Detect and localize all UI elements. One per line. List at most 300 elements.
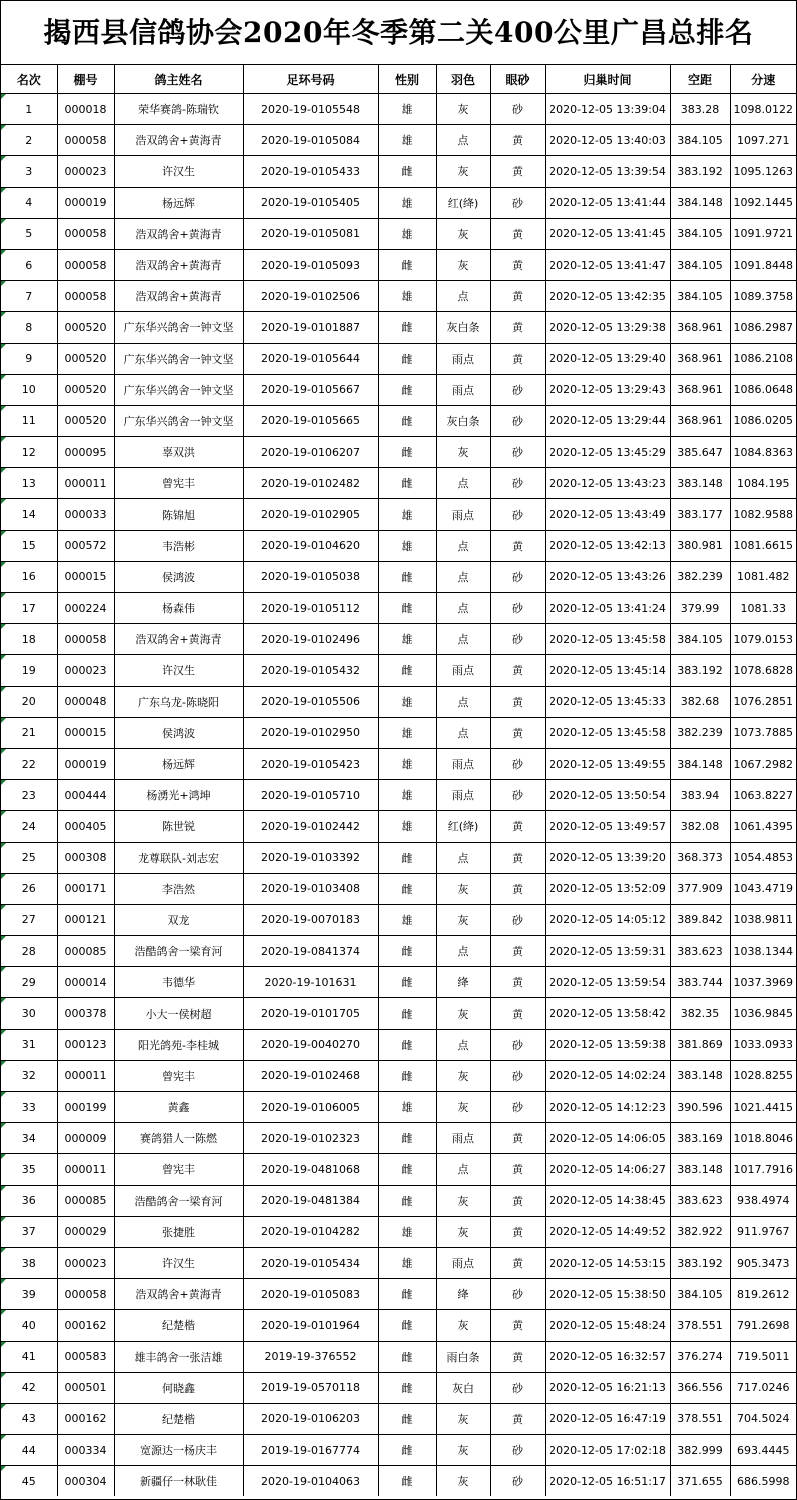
cell-speed: 1086.2987 [730,312,796,343]
cell-eye: 砂 [490,1279,545,1310]
cell-owner: 杨远辉 [114,748,243,779]
cell-ring: 2020-19-0105548 [243,94,378,125]
cell-speed: 1082.9588 [730,499,796,530]
cell-ring: 2020-19-0105084 [243,125,378,156]
table-row [1,593,796,624]
cell-distance: 368.961 [670,374,730,405]
cell-color: 灰 [436,873,490,904]
cell-ring: 2020-19-0105112 [243,593,378,624]
cell-sex: 雌 [378,1279,436,1310]
cell-sex: 雌 [378,1341,436,1372]
cell-time: 2020-12-05 14:06:05 [545,1123,670,1154]
cell-eye: 砂 [490,374,545,405]
cell-distance: 383.192 [670,156,730,187]
cell-color: 雨点 [436,780,490,811]
cell-color: 点 [436,468,490,499]
cell-ring: 2020-19-0101887 [243,312,378,343]
cell-color: 绛 [436,967,490,998]
cell-speed: 686.5998 [730,1466,796,1497]
cell-speed: 1036.9845 [730,998,796,1029]
cell-color: 灰 [436,218,490,249]
table-row [1,530,796,561]
cell-time: 2020-12-05 13:59:31 [545,936,670,967]
cell-ring: 2020-19-0102905 [243,499,378,530]
cell-color: 灰 [436,998,490,1029]
cell-rank: 39 [1,1279,57,1310]
cell-time: 2020-12-05 13:45:33 [545,686,670,717]
cell-ring: 2020-19-0105405 [243,187,378,218]
cell-color: 雨点 [436,655,490,686]
cell-rank: 18 [1,624,57,655]
cell-owner: 广东华兴鸽舍一钟文坚 [114,312,243,343]
cell-eye: 黄 [490,156,545,187]
cell-distance: 384.105 [670,249,730,280]
cell-sex: 雄 [378,281,436,312]
cell-ring: 2020-19-0105081 [243,218,378,249]
cell-sex: 雌 [378,936,436,967]
table-row [1,281,796,312]
cell-distance: 383.169 [670,1123,730,1154]
cell-ring: 2020-19-0101964 [243,1310,378,1341]
cell-ring: 2020-19-0105644 [243,343,378,374]
cell-distance: 378.551 [670,1310,730,1341]
cell-rank: 36 [1,1185,57,1216]
header-distance: 空距 [670,65,730,94]
cell-eye: 黄 [490,343,545,374]
cell-rank: 13 [1,468,57,499]
cell-color: 灰白 [436,1372,490,1403]
cell-eye: 砂 [490,593,545,624]
cell-owner: 杨远辉 [114,187,243,218]
cell-eye: 砂 [490,437,545,468]
cell-eye: 黄 [490,530,545,561]
cell-loft-no: 000009 [57,1123,114,1154]
cell-owner: 浩酷鸽舍一梁育河 [114,936,243,967]
cell-owner: 广东华兴鸽舍一钟文坚 [114,343,243,374]
cell-time: 2020-12-05 13:45:58 [545,717,670,748]
cell-ring: 2020-19-0841374 [243,936,378,967]
cell-eye: 黄 [490,1341,545,1372]
cell-sex: 雌 [378,873,436,904]
cell-ring: 2020-19-0040270 [243,1029,378,1060]
cell-sex: 雌 [378,1435,436,1466]
table-row [1,1216,796,1247]
cell-rank: 38 [1,1247,57,1278]
cell-color: 点 [436,1154,490,1185]
cell-color: 灰 [436,156,490,187]
cell-eye: 黄 [490,1123,545,1154]
cell-speed: 1092.1445 [730,187,796,218]
cell-color: 雨点 [436,374,490,405]
cell-ring: 2020-19-0481384 [243,1185,378,1216]
cell-loft-no: 000023 [57,655,114,686]
cell-distance: 382.239 [670,717,730,748]
cell-ring: 2020-19-0102506 [243,281,378,312]
header-eye: 眼砂 [490,65,545,94]
cell-ring: 2019-19-0167774 [243,1435,378,1466]
cell-loft-no: 000572 [57,530,114,561]
cell-sex: 雌 [378,437,436,468]
cell-color: 点 [436,530,490,561]
cell-rank: 17 [1,593,57,624]
cell-color: 点 [436,717,490,748]
cell-color: 灰 [436,1466,490,1497]
cell-distance: 384.148 [670,187,730,218]
cell-time: 2020-12-05 13:41:47 [545,249,670,280]
table-row [1,468,796,499]
cell-color: 红(绛) [436,187,490,218]
cell-sex: 雄 [378,187,436,218]
cell-loft-no: 000019 [57,187,114,218]
cell-color: 灰 [436,94,490,125]
cell-sex: 雌 [378,156,436,187]
table-row [1,374,796,405]
table-row [1,1372,796,1403]
cell-owner: 杨森伟 [114,593,243,624]
cell-speed: 1086.0648 [730,374,796,405]
cell-distance: 371.655 [670,1466,730,1497]
cell-sex: 雄 [378,717,436,748]
cell-loft-no: 000015 [57,717,114,748]
cell-color: 灰 [436,1403,490,1434]
cell-loft-no: 000085 [57,1185,114,1216]
cell-loft-no: 000058 [57,249,114,280]
table-row [1,437,796,468]
cell-time: 2020-12-05 13:39:20 [545,842,670,873]
cell-sex: 雄 [378,94,436,125]
cell-time: 2020-12-05 14:12:23 [545,1092,670,1123]
table-row [1,1310,796,1341]
header-time: 归巢时间 [545,65,670,94]
cell-color: 绛 [436,1279,490,1310]
cell-color: 雨点 [436,1123,490,1154]
cell-rank: 4 [1,187,57,218]
cell-rank: 9 [1,343,57,374]
cell-loft-no: 000121 [57,904,114,935]
cell-distance: 383.148 [670,1060,730,1091]
cell-speed: 1043.4719 [730,873,796,904]
cell-speed: 704.5024 [730,1403,796,1434]
ranking-rows [1,94,796,1497]
cell-loft-no: 000014 [57,967,114,998]
cell-loft-no: 000058 [57,624,114,655]
cell-sex: 雌 [378,343,436,374]
table-row [1,1029,796,1060]
cell-ring: 2020-19-0104282 [243,1216,378,1247]
cell-distance: 383.94 [670,780,730,811]
cell-owner: 双龙 [114,904,243,935]
cell-ring: 2020-19-0105038 [243,561,378,592]
cell-ring: 2020-19-0102468 [243,1060,378,1091]
cell-time: 2020-12-05 13:45:58 [545,624,670,655]
cell-loft-no: 000405 [57,811,114,842]
cell-speed: 819.2612 [730,1279,796,1310]
cell-ring: 2020-19-0105506 [243,686,378,717]
cell-eye: 砂 [490,1435,545,1466]
table-row [1,624,796,655]
cell-sex: 雌 [378,593,436,624]
cell-speed: 1086.0205 [730,405,796,436]
cell-loft-no: 000095 [57,437,114,468]
cell-speed: 1018.8046 [730,1123,796,1154]
cell-time: 2020-12-05 13:50:54 [545,780,670,811]
cell-color: 雨点 [436,1247,490,1278]
cell-distance: 385.647 [670,437,730,468]
cell-distance: 383.744 [670,967,730,998]
cell-time: 2020-12-05 13:49:57 [545,811,670,842]
cell-ring: 2020-19-0105093 [243,249,378,280]
cell-distance: 382.239 [670,561,730,592]
cell-loft-no: 000058 [57,218,114,249]
cell-time: 2020-12-05 13:45:14 [545,655,670,686]
cell-owner: 荣华赛鸽-陈瑞钦 [114,94,243,125]
cell-color: 灰 [436,249,490,280]
cell-rank: 14 [1,499,57,530]
cell-owner: 广东乌龙-陈晓阳 [114,686,243,717]
cell-speed: 1098.0122 [730,94,796,125]
cell-rank: 23 [1,780,57,811]
cell-time: 2020-12-05 13:45:29 [545,437,670,468]
cell-sex: 雄 [378,780,436,811]
cell-loft-no: 000011 [57,1060,114,1091]
cell-speed: 911.9767 [730,1216,796,1247]
cell-time: 2020-12-05 13:43:49 [545,499,670,530]
cell-eye: 砂 [490,561,545,592]
table-row [1,780,796,811]
cell-rank: 45 [1,1466,57,1497]
cell-speed: 1095.1263 [730,156,796,187]
cell-loft-no: 000011 [57,468,114,499]
cell-time: 2020-12-05 15:48:24 [545,1310,670,1341]
cell-time: 2020-12-05 13:52:09 [545,873,670,904]
header-owner: 鸽主姓名 [114,65,243,94]
cell-color: 灰白条 [436,312,490,343]
cell-speed: 1017.7916 [730,1154,796,1185]
cell-rank: 2 [1,125,57,156]
cell-speed: 1038.9811 [730,904,796,935]
cell-distance: 383.148 [670,1154,730,1185]
table-row [1,655,796,686]
cell-owner: 浩酷鸽舍一梁育河 [114,1185,243,1216]
cell-eye: 砂 [490,468,545,499]
cell-time: 2020-12-05 13:39:54 [545,156,670,187]
table-row [1,998,796,1029]
cell-owner: 赛鸽猎人一陈燃 [114,1123,243,1154]
cell-speed: 1081.6615 [730,530,796,561]
cell-rank: 27 [1,904,57,935]
cell-color: 灰 [436,1216,490,1247]
cell-color: 雨白条 [436,1341,490,1372]
table-row [1,218,796,249]
cell-distance: 382.68 [670,686,730,717]
cell-owner: 新疆仔一林耿佳 [114,1466,243,1497]
cell-time: 2020-12-05 13:43:23 [545,468,670,499]
cell-owner: 陈锦旭 [114,499,243,530]
cell-eye: 砂 [490,1372,545,1403]
cell-loft-no: 000199 [57,1092,114,1123]
cell-eye: 黄 [490,686,545,717]
cell-owner: 浩双鸽舍+黄海青 [114,1279,243,1310]
cell-color: 灰 [436,1060,490,1091]
cell-time: 2020-12-05 16:21:13 [545,1372,670,1403]
cell-distance: 379.99 [670,593,730,624]
cell-sex: 雌 [378,842,436,873]
cell-eye: 砂 [490,904,545,935]
cell-distance: 381.869 [670,1029,730,1060]
cell-color: 点 [436,125,490,156]
cell-eye: 砂 [490,624,545,655]
header-sex: 性别 [378,65,436,94]
cell-eye: 砂 [490,405,545,436]
table-row [1,94,796,125]
cell-sex: 雌 [378,374,436,405]
table-row [1,187,796,218]
cell-sex: 雄 [378,686,436,717]
cell-owner: 侯鸿波 [114,561,243,592]
cell-speed: 905.3473 [730,1247,796,1278]
cell-rank: 29 [1,967,57,998]
cell-owner: 韦浩彬 [114,530,243,561]
cell-sex: 雄 [378,748,436,779]
cell-sex: 雄 [378,1216,436,1247]
cell-loft-no: 000011 [57,1154,114,1185]
cell-distance: 377.909 [670,873,730,904]
cell-distance: 383.28 [670,94,730,125]
cell-rank: 15 [1,530,57,561]
cell-sex: 雌 [378,998,436,1029]
cell-speed: 1084.195 [730,468,796,499]
cell-loft-no: 000019 [57,748,114,779]
cell-eye: 砂 [490,499,545,530]
cell-distance: 380.981 [670,530,730,561]
cell-rank: 12 [1,437,57,468]
cell-distance: 368.373 [670,842,730,873]
cell-color: 灰 [436,904,490,935]
cell-rank: 5 [1,218,57,249]
cell-speed: 1061.4395 [730,811,796,842]
cell-speed: 1086.2108 [730,343,796,374]
cell-time: 2020-12-05 14:38:45 [545,1185,670,1216]
header-ring: 足环号码 [243,65,378,94]
cell-ring: 2020-19-0102323 [243,1123,378,1154]
cell-rank: 7 [1,281,57,312]
cell-color: 雨点 [436,499,490,530]
cell-sex: 雌 [378,967,436,998]
cell-time: 2020-12-05 13:42:35 [545,281,670,312]
cell-sex: 雌 [378,312,436,343]
cell-ring: 2020-19-0105433 [243,156,378,187]
cell-sex: 雄 [378,904,436,935]
cell-speed: 1054.4853 [730,842,796,873]
table-row [1,1092,796,1123]
cell-color: 雨点 [436,748,490,779]
cell-speed: 1033.0933 [730,1029,796,1060]
cell-time: 2020-12-05 13:59:38 [545,1029,670,1060]
cell-time: 2020-12-05 16:32:57 [545,1341,670,1372]
cell-eye: 砂 [490,1466,545,1497]
table-row [1,873,796,904]
cell-speed: 1089.3758 [730,281,796,312]
cell-loft-no: 000058 [57,1279,114,1310]
cell-loft-no: 000023 [57,1247,114,1278]
cell-ring: 2020-19-0105667 [243,374,378,405]
cell-time: 2020-12-05 13:41:45 [545,218,670,249]
cell-owner: 何晓鑫 [114,1372,243,1403]
cell-eye: 砂 [490,780,545,811]
cell-distance: 366.556 [670,1372,730,1403]
table-row [1,405,796,436]
cell-rank: 34 [1,1123,57,1154]
cell-eye: 黄 [490,1185,545,1216]
table-row [1,561,796,592]
cell-loft-no: 000308 [57,842,114,873]
cell-speed: 791.2698 [730,1310,796,1341]
cell-owner: 辜双洪 [114,437,243,468]
cell-speed: 1079.0153 [730,624,796,655]
cell-distance: 383.148 [670,468,730,499]
cell-time: 2020-12-05 16:51:17 [545,1466,670,1497]
cell-distance: 382.35 [670,998,730,1029]
table-row [1,904,796,935]
cell-eye: 黄 [490,1154,545,1185]
cell-owner: 阳光鸽苑-李桂城 [114,1029,243,1060]
cell-loft-no: 000058 [57,125,114,156]
cell-ring: 2020-19-101631 [243,967,378,998]
cell-sex: 雌 [378,1060,436,1091]
table-row [1,1060,796,1091]
table-row [1,125,796,156]
cell-owner: 宽源达一杨庆丰 [114,1435,243,1466]
cell-time: 2020-12-05 14:05:12 [545,904,670,935]
cell-sex: 雌 [378,405,436,436]
table-row [1,686,796,717]
cell-distance: 383.192 [670,1247,730,1278]
cell-sex: 雄 [378,125,436,156]
cell-loft-no: 000029 [57,1216,114,1247]
cell-eye: 黄 [490,1247,545,1278]
cell-time: 2020-12-05 15:38:50 [545,1279,670,1310]
cell-loft-no: 000058 [57,281,114,312]
cell-ring: 2020-19-0103392 [243,842,378,873]
cell-speed: 1037.3969 [730,967,796,998]
cell-loft-no: 000162 [57,1310,114,1341]
cell-color: 灰 [436,1092,490,1123]
cell-eye: 黄 [490,842,545,873]
table-row [1,1341,796,1372]
cell-rank: 26 [1,873,57,904]
cell-owner: 曾宪丰 [114,1060,243,1091]
cell-loft-no: 000334 [57,1435,114,1466]
cell-speed: 1081.482 [730,561,796,592]
cell-loft-no: 000520 [57,405,114,436]
cell-sex: 雌 [378,249,436,280]
cell-owner: 陈世锐 [114,811,243,842]
cell-speed: 1021.4415 [730,1092,796,1123]
cell-loft-no: 000123 [57,1029,114,1060]
cell-owner: 黄鑫 [114,1092,243,1123]
cell-eye: 砂 [490,1092,545,1123]
cell-sex: 雌 [378,1029,436,1060]
header-speed: 分速 [730,65,796,94]
cell-distance: 382.999 [670,1435,730,1466]
cell-time: 2020-12-05 13:43:26 [545,561,670,592]
cell-ring: 2020-19-0105665 [243,405,378,436]
cell-sex: 雄 [378,1247,436,1278]
cell-speed: 1084.8363 [730,437,796,468]
cell-eye: 砂 [490,94,545,125]
cell-rank: 10 [1,374,57,405]
page-title: 揭西县信鸽协会2020年冬季第二关400公里广昌总排名 [1,1,796,65]
